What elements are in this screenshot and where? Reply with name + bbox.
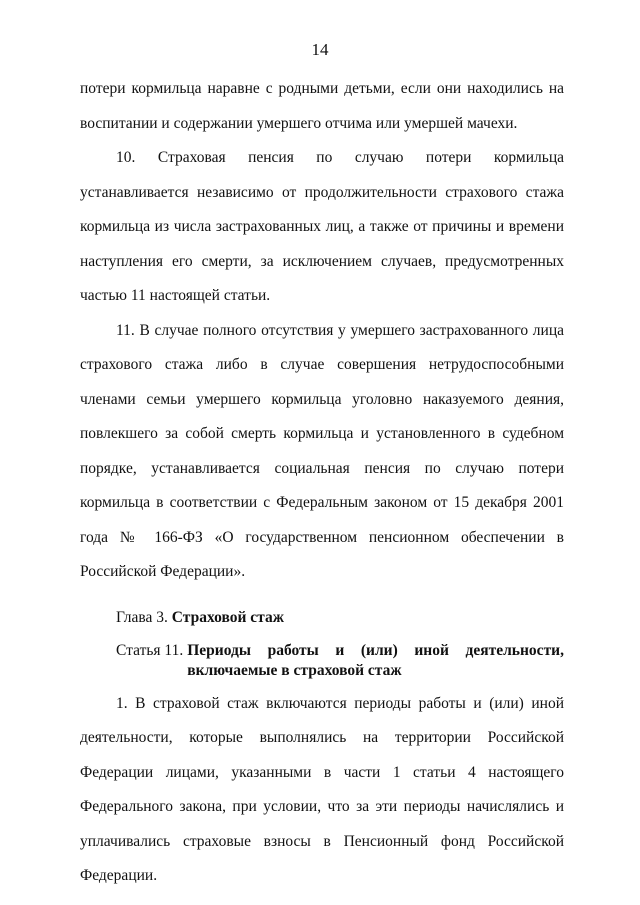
paragraph-part-11: 11. В случае полного отсутствия у умершего застрахованного лица страхового стажа либо в случае совершения нетрудоспособными членами семьи умершего кормильца уголовно наказуемого деяния, повлекшего за собой смерть кормильца и установленного в судебном порядке, устанавливается социальная пенсия по случаю потери кормильца в соответствии с Федеральным законом от 15 декабря 2001 года № 166-ФЗ «О государственном пенсионном обеспечении в Российской Федерации». xyxy=(80,321,564,580)
document-body xyxy=(80,72,564,894)
article-title xyxy=(187,641,564,681)
article-heading xyxy=(80,641,564,681)
article-label: Статья 11. xyxy=(116,641,184,659)
article-paragraph-1: 1. В страховой стаж включаются периоды работы и (или) иной деятельности, которые выполнялись на территории Российской Федерации лицами, указанными в части 1 статьи 4 настоящего Федерального закона, при условии, что за эти периоды начислялись и уплачивались страховые взносы в Пенсионный фонд Российской Федерации. xyxy=(80,694,564,884)
chapter-title: Страховой стаж xyxy=(171,608,284,626)
chapter-heading xyxy=(80,601,564,635)
paragraph-continuation: потери кормильца наравне с родными детьми, если они находились на воспитании и содержании умершего отчима или умершей мачехи. xyxy=(80,80,564,132)
chapter-label: Глава 3. xyxy=(116,608,168,626)
article-title-line-1: Периоды работы и (или) иной деятельности, xyxy=(187,641,564,659)
article-title-line-2: включаемые в страховой стаж xyxy=(187,661,402,679)
page-number: 14 xyxy=(311,40,329,59)
paragraph-part-10: 10. Страховая пенсия по случаю потери кормильца устанавливается независимо от продолжительности страхового стажа кормильца из числа застрахованных лиц, а также от причины и времени наступления его смерти, за исключением случаев, предусмотренных частью 11 настоящей статьи. xyxy=(80,149,564,304)
